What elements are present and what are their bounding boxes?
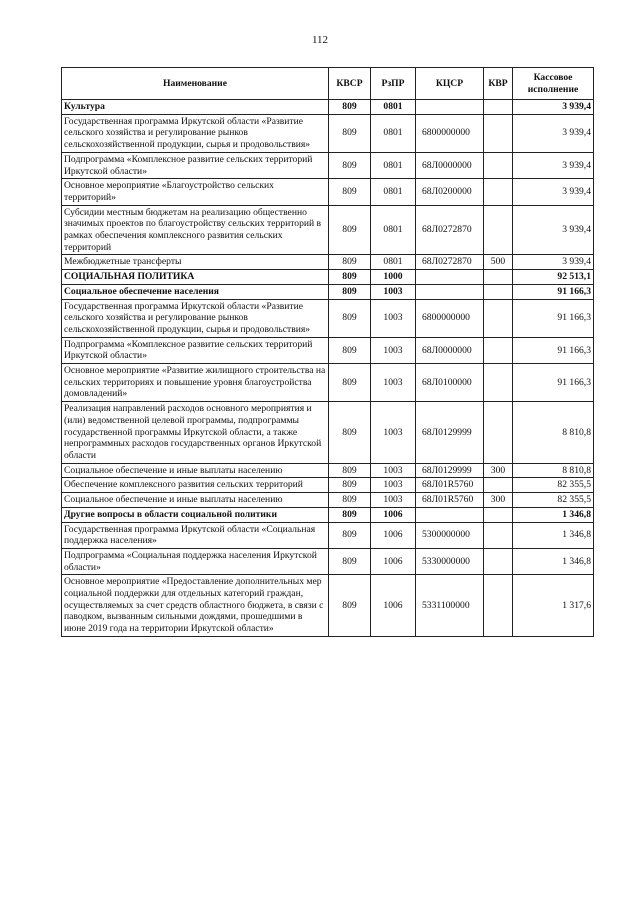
cell-kvsr: 809	[329, 493, 371, 508]
cell-kvr	[484, 205, 513, 255]
cell-rzpr: 0801	[371, 114, 416, 152]
table-row	[62, 364, 594, 402]
cell-sum: 8 810,8	[513, 463, 594, 478]
table-row	[62, 179, 594, 205]
cell-kcsr: 68Л0272870	[416, 205, 484, 255]
header-name: Наименование	[62, 68, 329, 100]
cell-name: Государственная программа Иркутской области «Развитие сельского хозяйства и регулирование рынков сельскохозяйственной продукции, сырья и продовольствия»	[62, 299, 329, 337]
cell-kcsr: 68Л0100000	[416, 364, 484, 402]
cell-name: Основное мероприятие «Развитие жилищного строительства на сельских территориях и повышение уровня благоустройства домовладений»	[62, 364, 329, 402]
cell-sum: 1 346,8	[513, 507, 594, 522]
cell-rzpr: 1003	[371, 463, 416, 478]
cell-kvsr: 809	[329, 522, 371, 548]
cell-sum: 91 166,3	[513, 364, 594, 402]
cell-kvsr: 809	[329, 337, 371, 363]
table-section-row	[62, 100, 594, 115]
cell-kvr: 300	[484, 463, 513, 478]
cell-kvr	[484, 478, 513, 493]
cell-kvr: 500	[484, 255, 513, 270]
cell-kcsr: 6800000000	[416, 114, 484, 152]
cell-rzpr: 1003	[371, 364, 416, 402]
cell-kvr: 300	[484, 493, 513, 508]
page-number: 112	[311, 34, 329, 46]
cell-rzpr: 0801	[371, 205, 416, 255]
cell-name: Обеспечение комплексного развития сельских территорий	[62, 478, 329, 493]
cell-rzpr: 0801	[371, 100, 416, 115]
cell-kcsr: 68Л0272870	[416, 255, 484, 270]
cell-kvr	[484, 152, 513, 178]
cell-kvr	[484, 364, 513, 402]
cell-sum: 91 166,3	[513, 284, 594, 299]
table-row	[62, 299, 594, 337]
table-row	[62, 205, 594, 255]
cell-kvr	[484, 575, 513, 637]
cell-rzpr: 1003	[371, 299, 416, 337]
cell-kcsr	[416, 270, 484, 285]
cell-kvr	[484, 299, 513, 337]
cell-kvsr: 809	[329, 205, 371, 255]
table-row	[62, 548, 594, 574]
table-row	[62, 575, 594, 637]
cell-sum: 3 939,4	[513, 114, 594, 152]
cell-kvr	[484, 507, 513, 522]
table-row	[62, 114, 594, 152]
cell-name: Другие вопросы в области социальной политики	[62, 507, 329, 522]
cell-kcsr: 68Л0000000	[416, 337, 484, 363]
header-sum: Кассовое исполнение	[513, 68, 594, 100]
cell-sum: 82 355,5	[513, 493, 594, 508]
budget-table	[61, 67, 594, 637]
cell-name: Подпрограмма «Социальная поддержка населения Иркутской области»	[62, 548, 329, 574]
table-row	[62, 493, 594, 508]
cell-rzpr: 1006	[371, 575, 416, 637]
cell-name: Социальное обеспечение населения	[62, 284, 329, 299]
cell-kvsr: 809	[329, 575, 371, 637]
cell-name: Культура	[62, 100, 329, 115]
cell-rzpr: 1003	[371, 337, 416, 363]
cell-sum: 3 939,4	[513, 152, 594, 178]
cell-kvr	[484, 100, 513, 115]
cell-name: Основное мероприятие «Благоустройство сельских территорий»	[62, 179, 329, 205]
header-kvr: КВР	[484, 68, 513, 100]
table-row	[62, 255, 594, 270]
cell-kvsr: 809	[329, 478, 371, 493]
cell-kvsr: 809	[329, 152, 371, 178]
cell-sum: 82 355,5	[513, 478, 594, 493]
cell-kvsr: 809	[329, 270, 371, 285]
table-row	[62, 337, 594, 363]
cell-kvsr: 809	[329, 364, 371, 402]
cell-rzpr: 0801	[371, 152, 416, 178]
cell-kvsr: 809	[329, 100, 371, 115]
cell-rzpr: 1003	[371, 478, 416, 493]
cell-kvsr: 809	[329, 507, 371, 522]
cell-kcsr: 68Л0200000	[416, 179, 484, 205]
cell-sum: 3 939,4	[513, 179, 594, 205]
table-header-row	[62, 68, 594, 100]
cell-kcsr: 6800000000	[416, 299, 484, 337]
cell-sum: 3 939,4	[513, 255, 594, 270]
cell-sum: 3 939,4	[513, 205, 594, 255]
table-row	[62, 152, 594, 178]
cell-kvr	[484, 114, 513, 152]
cell-name: Подпрограмма «Комплексное развитие сельских территорий Иркутской области»	[62, 337, 329, 363]
cell-kvr	[484, 402, 513, 464]
cell-sum: 1 346,8	[513, 522, 594, 548]
cell-sum: 91 166,3	[513, 299, 594, 337]
header-kcsr: КЦСР	[416, 68, 484, 100]
cell-rzpr: 1003	[371, 284, 416, 299]
cell-name: Межбюджетные трансферты	[62, 255, 329, 270]
table-section-row	[62, 270, 594, 285]
cell-kcsr	[416, 507, 484, 522]
cell-name: Государственная программа Иркутской области «Социальная поддержка населения»	[62, 522, 329, 548]
cell-kvsr: 809	[329, 179, 371, 205]
cell-name: Реализация направлений расходов основного мероприятия и (или) ведомственной целевой программы, подпрограммы государственной программы Иркутской области, а также непрограммных расходов государственных органов Иркутской области	[62, 402, 329, 464]
table-row	[62, 402, 594, 464]
cell-sum: 91 166,3	[513, 337, 594, 363]
cell-rzpr: 1000	[371, 270, 416, 285]
cell-kvsr: 809	[329, 463, 371, 478]
cell-name: Государственная программа Иркутской области «Развитие сельского хозяйства и регулирование рынков сельскохозяйственной продукции, сырья и продовольствия»	[62, 114, 329, 152]
table-row	[62, 478, 594, 493]
cell-kcsr: 5331100000	[416, 575, 484, 637]
table-body	[62, 100, 594, 637]
cell-kvr	[484, 522, 513, 548]
cell-kcsr: 68Л01R5760	[416, 493, 484, 508]
cell-kcsr: 5330000000	[416, 548, 484, 574]
cell-kvsr: 809	[329, 284, 371, 299]
cell-kvsr: 809	[329, 114, 371, 152]
cell-name: СОЦИАЛЬНАЯ ПОЛИТИКА	[62, 270, 329, 285]
cell-kcsr: 68Л0129999	[416, 463, 484, 478]
cell-kvsr: 809	[329, 255, 371, 270]
cell-kvr	[484, 337, 513, 363]
cell-name: Основное мероприятие «Предоставление дополнительных мер социальной поддержки для отдельных категорий граждан, осуществляемых за счет средств областного бюджета, в связи с паводком, вызванным сильными дождями, прошедшими в июне 2019 года на территории Иркутской области»	[62, 575, 329, 637]
cell-kcsr: 68Л0129999	[416, 402, 484, 464]
cell-kcsr	[416, 100, 484, 115]
cell-kcsr: 68Л0000000	[416, 152, 484, 178]
table-row	[62, 522, 594, 548]
cell-sum: 3 939,4	[513, 100, 594, 115]
cell-rzpr: 1003	[371, 402, 416, 464]
cell-kcsr: 68Л01R5760	[416, 478, 484, 493]
header-kvsr: КВСР	[329, 68, 371, 100]
cell-kvsr: 809	[329, 299, 371, 337]
cell-kcsr: 5300000000	[416, 522, 484, 548]
cell-rzpr: 1003	[371, 493, 416, 508]
table-section-row	[62, 284, 594, 299]
cell-rzpr: 1006	[371, 548, 416, 574]
table-section-row	[62, 507, 594, 522]
cell-sum: 1 346,8	[513, 548, 594, 574]
cell-kvsr: 809	[329, 548, 371, 574]
cell-kvsr: 809	[329, 402, 371, 464]
cell-kcsr	[416, 284, 484, 299]
cell-kvr	[484, 284, 513, 299]
header-rzpr: РзПР	[371, 68, 416, 100]
cell-rzpr: 0801	[371, 255, 416, 270]
cell-sum: 1 317,6	[513, 575, 594, 637]
cell-name: Субсидии местным бюджетам на реализацию общественно значимых проектов по благоустройству сельских территорий в рамках обеспечения комплексного развития сельских территорий	[62, 205, 329, 255]
cell-kvr	[484, 548, 513, 574]
cell-rzpr: 1006	[371, 507, 416, 522]
cell-kvr	[484, 270, 513, 285]
cell-kvr	[484, 179, 513, 205]
cell-sum: 8 810,8	[513, 402, 594, 464]
cell-name: Социальное обеспечение и иные выплаты населению	[62, 493, 329, 508]
cell-name: Социальное обеспечение и иные выплаты населению	[62, 463, 329, 478]
cell-rzpr: 0801	[371, 179, 416, 205]
cell-name: Подпрограмма «Комплексное развитие сельских территорий Иркутской области»	[62, 152, 329, 178]
table-row	[62, 463, 594, 478]
cell-sum: 92 513,1	[513, 270, 594, 285]
cell-rzpr: 1006	[371, 522, 416, 548]
